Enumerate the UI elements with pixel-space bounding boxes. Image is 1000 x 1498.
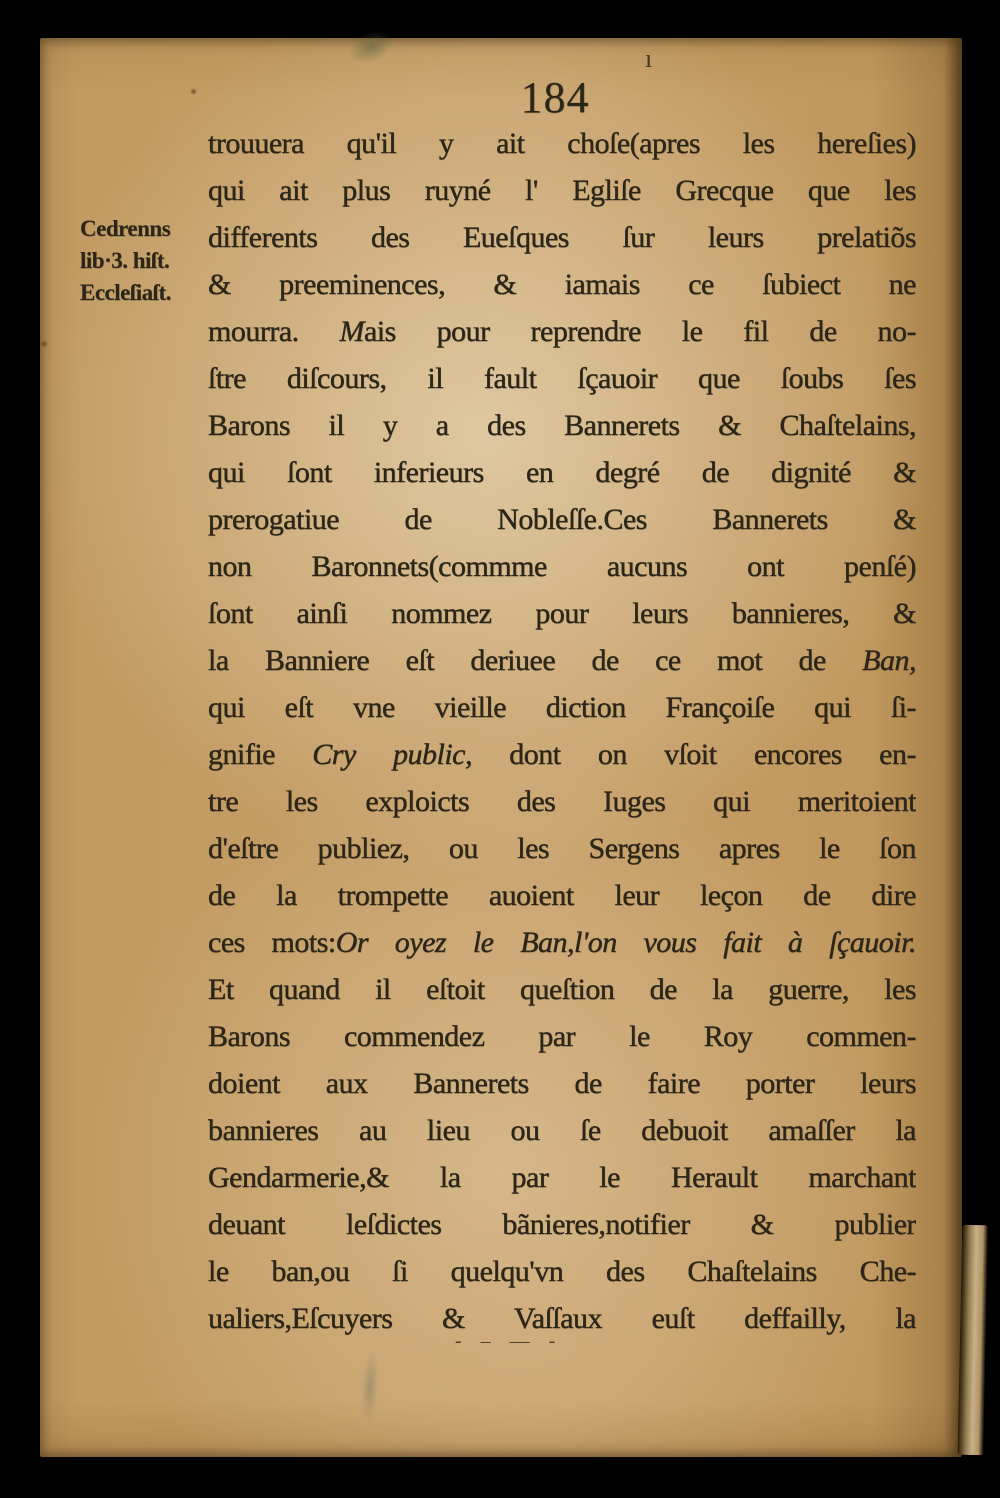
body-text-line (208, 355, 916, 402)
stray-dash-marks: - – — - (455, 1330, 563, 1352)
body-text-line (208, 590, 916, 637)
margin-note-line: lib·3. hiſt. (80, 248, 170, 273)
margin-note-line: Cedrenns (80, 216, 171, 241)
body-text-segment: le ban,ou ſi quelqu'vn des Chaſtelains Che- (208, 1255, 916, 1288)
body-text-segment: d'eſtre publiez, ou les Sergens apres le ſon (208, 832, 916, 865)
body-text-line (208, 872, 916, 919)
body-text-segment: de la trompette auoient leur leçon de dire (208, 879, 916, 912)
body-text-line (208, 261, 916, 308)
body-text-segment: Barons il y a des Bannerets & Chaſtelains, (208, 409, 916, 442)
body-text-line (208, 402, 916, 449)
paper-smudge (360, 1350, 381, 1423)
body-text-line (208, 308, 916, 355)
body-text-line (208, 919, 916, 966)
body-text-italic-segment: Or oyez le Ban,l'on vous fait à ſçauoir. (335, 926, 916, 959)
body-text-line (208, 543, 916, 590)
body-text-segment: ualiers,Eſcuyers & Vaſſaux euſt deffailly, la (208, 1302, 916, 1335)
paper-stain (40, 340, 48, 348)
body-text-line (208, 637, 916, 684)
body-text-segment: qui eſt vne vieille diction Françoiſe qui ſi- (208, 691, 916, 724)
body-text-line (208, 684, 916, 731)
margin-note-line: Eccleſiaſt. (80, 280, 171, 305)
body-text-line (208, 731, 916, 778)
body-text-segment: differents des Eueſques ſur leurs prelatiõs (208, 221, 916, 254)
body-text-italic-segment: Ban, (862, 644, 916, 677)
page-number: 184 (520, 73, 590, 122)
body-text-segment: doient aux Bannerets de faire porter leurs (208, 1067, 916, 1100)
body-text-line (208, 167, 916, 214)
body-text-line (208, 1154, 916, 1201)
body-text-italic-segment: M (339, 315, 364, 348)
body-text-segment: qui ait plus ruyné l' Egliſe Grecque que les (208, 174, 916, 207)
body-text-line (208, 1201, 916, 1248)
body-text-segment: ais pour reprendre le fil de no- (364, 315, 916, 348)
body-text-segment: non Baronnets(commme aucuns ont penſé) (208, 550, 916, 583)
body-text-line (208, 120, 916, 167)
stray-ink-mark: ı (645, 44, 653, 73)
body-text-segment: qui ſont inferieurs en degré de dignité & (208, 456, 916, 489)
body-text-segment: ſtre diſcours, il fault ſçauoir que ſoubs ſes (208, 362, 916, 395)
page-edge-strip (958, 1225, 989, 1455)
body-text-segment: gnifie (208, 738, 313, 771)
body-text-segment: ſont ainſi nommez pour leurs bannieres, & (208, 597, 916, 630)
paper-stain (190, 88, 197, 95)
body-text-segment: deuant leſdictes bãnieres,notifier & publier (208, 1208, 916, 1241)
body-text-line (208, 1107, 916, 1154)
body-text-line (208, 214, 916, 261)
body-text-segment: Gendarmerie,& la par le Herault marchant (208, 1161, 916, 1194)
body-text-line (208, 1060, 916, 1107)
body-text-segment: tre les exploicts des Iuges qui meritoient (208, 785, 916, 818)
body-text-segment: trouuera qu'il y ait choſe(apres les hereſies) (208, 127, 916, 160)
body-text-line (208, 825, 916, 872)
body-text-segment: bannieres au lieu ou ſe debuoit amaſſer la (208, 1114, 916, 1147)
body-text-line (208, 778, 916, 825)
body-text-segment: ces mots: (208, 926, 336, 959)
paper-smudge (344, 24, 398, 71)
body-text-line (208, 966, 916, 1013)
body-text-italic-segment: Cry public, (312, 738, 472, 771)
body-text-line (208, 1013, 916, 1060)
body-text-segment: & preeminences, & iamais ce ſubiect ne (208, 268, 916, 301)
body-text-segment: mourra. (208, 315, 340, 348)
book-page (40, 38, 962, 1457)
body-text-line (208, 496, 916, 543)
body-text-segment: Et quand il eſtoit queſtion de la guerre, les (208, 973, 916, 1006)
body-text-line (208, 1248, 916, 1295)
body-text-segment: Barons commendez par le Roy commen- (208, 1020, 916, 1053)
body-text-line (208, 449, 916, 496)
body-text-block (208, 120, 916, 1342)
body-text-segment: prerogatiue de Nobleſſe.Ces Bannerets & (208, 503, 916, 536)
body-text-segment: dont on vſoit encores en- (471, 738, 916, 771)
body-text-segment: la Banniere eſt deriuee de ce mot de (208, 644, 863, 677)
